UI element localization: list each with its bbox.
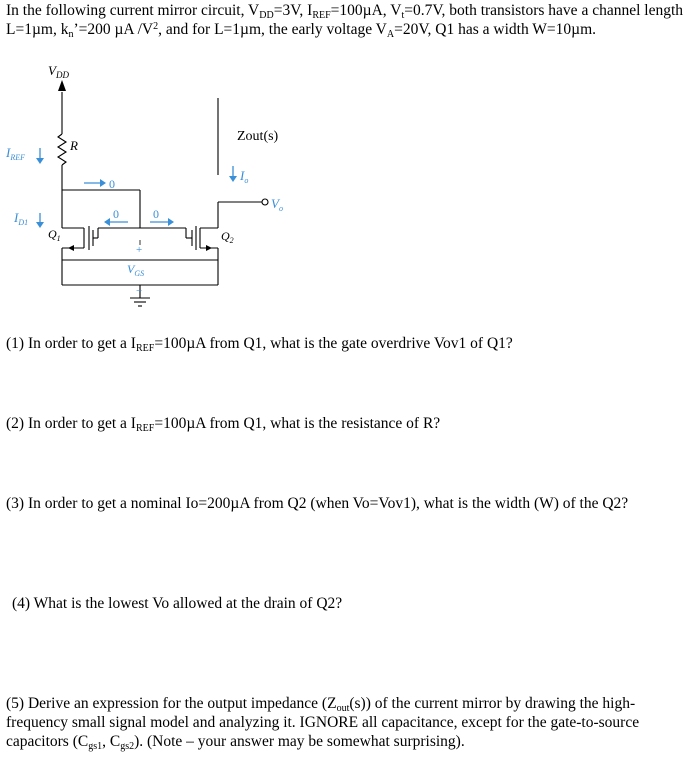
current-mirror-schematic <box>0 0 700 330</box>
vgs-plus: + <box>136 244 143 256</box>
vdd-arrow-icon <box>58 80 66 91</box>
left-gate-zero: 0 <box>113 207 119 221</box>
vo-label: $V_o$ <box>271 196 283 213</box>
vgs-label: $V_{GS}$ <box>127 262 145 278</box>
vdd-label: $V_{DD}$ <box>48 63 69 80</box>
question-2: (2) In order to get a $I_{REF}=100\mu A$ from Q1, what is the resistance of R? <box>6 415 441 434</box>
io-label: $I_o$ <box>240 168 249 185</box>
right-gate-zero: 0 <box>153 207 159 221</box>
question-3: (3) In order to get a nominal Io=200µA from Q2 (when Vo=Vov1), what is the width (W) of the Q2? <box>6 495 629 512</box>
question-1: (1) In order to get a $I_{REF}=100\mu A$ from Q1, what is the gate overdrive Vov1 of Q1? <box>6 335 513 354</box>
id1-label: $I_{D1}$ <box>14 210 29 227</box>
vgs-minus: − <box>136 285 143 297</box>
vo-terminal <box>262 199 268 205</box>
zout-label: Zout(s) <box>237 129 279 144</box>
q2-source-arrow-icon <box>206 245 212 251</box>
ground-icon <box>130 298 150 306</box>
r-label: R <box>70 138 78 153</box>
question-5: (5) Derive an expression for the output impedance $(Z_{out}(s))$ of the current mirror by drawing the high-frequency small signal model and analyzing it. IGNORE all capacitance, except for the gate-to-source capacitors ($C_{gs1}$, $C_{gs2}$). (Note – your answer may be somewhat surprising). <box>6 695 640 752</box>
question-4: (4) What is the lowest Vo allowed at the drain of Q2? <box>12 595 343 612</box>
q1-label: $Q_1$ <box>48 227 61 243</box>
problem-statement: In the following current mirror circuit, $V_{DD}=3V$, $I_{REF}=100\mu A$, $V_t=0.7V$, both transistors have a channel length L=1µm, $k_n’=200$ µA $/V^2$, and for L=1µm, the early voltage $V_A=20V$, Q1 has a width W=10µm. <box>6 2 684 40</box>
iref-label: $I_{REF}$ <box>6 145 26 162</box>
q1-source-arrow-icon <box>68 245 74 251</box>
q2-label: $Q_2$ <box>221 229 234 245</box>
resistor-r <box>58 134 66 165</box>
gate-current-zero: 0 <box>109 177 115 191</box>
